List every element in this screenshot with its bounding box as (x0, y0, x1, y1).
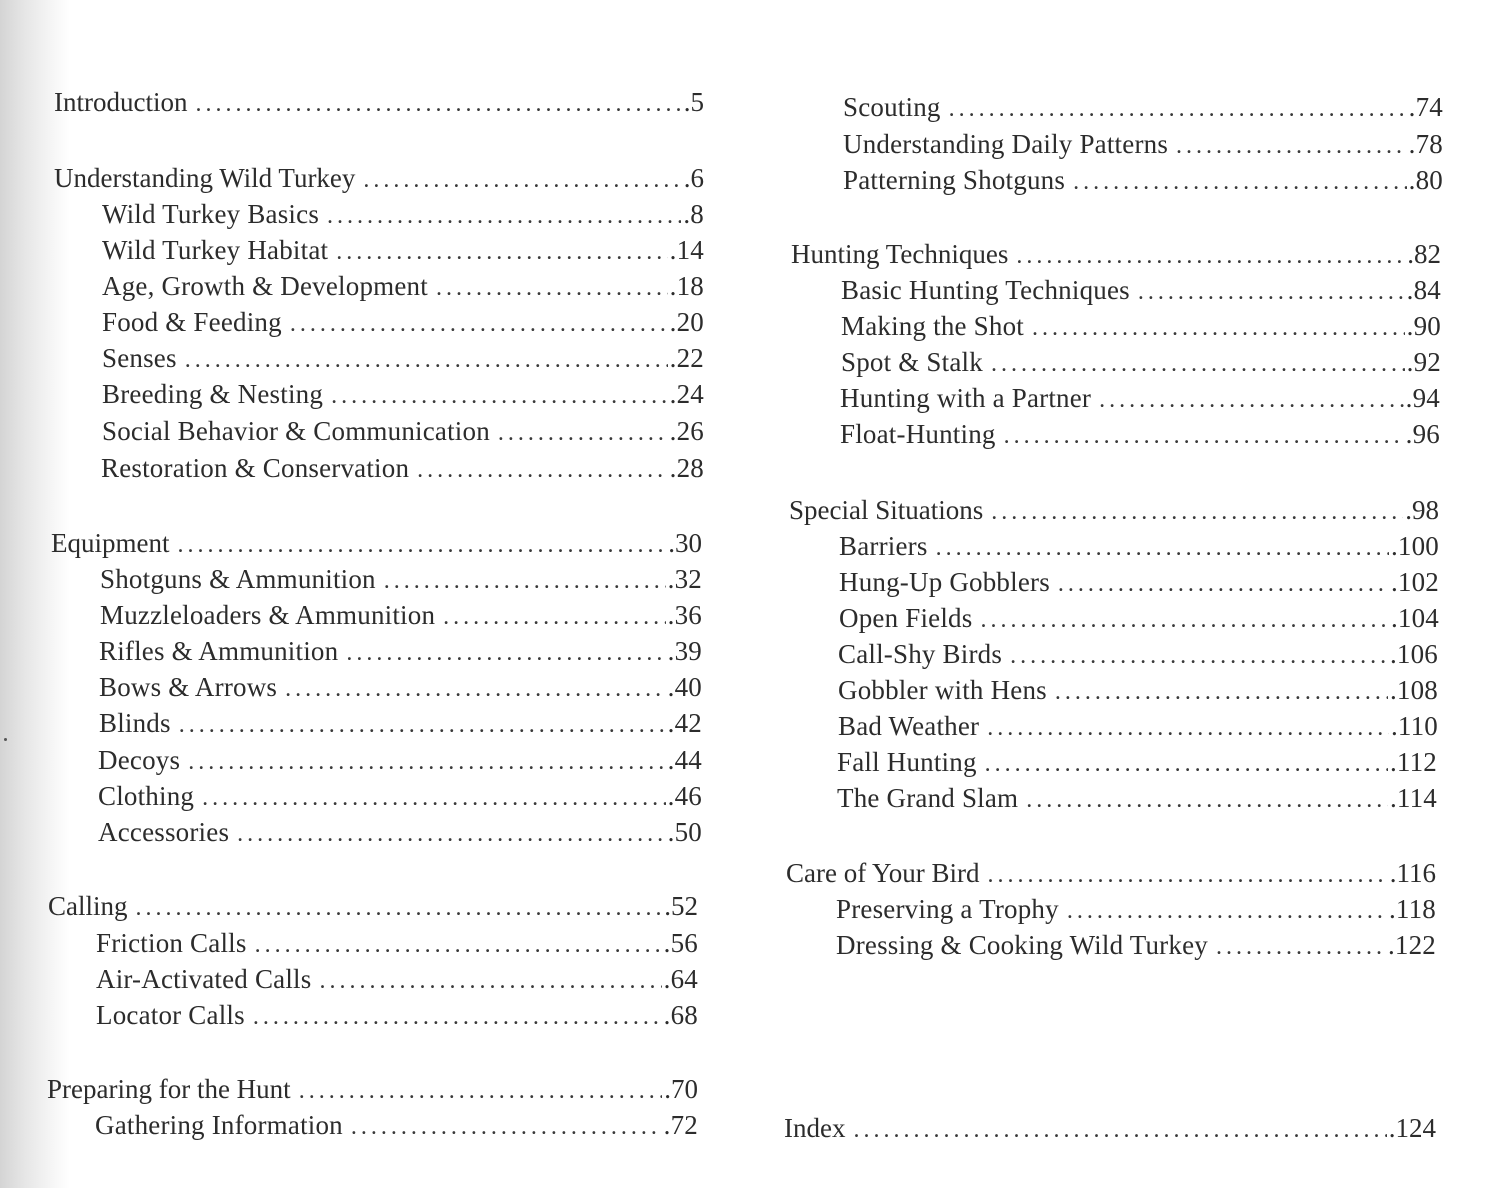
dot-leader (285, 671, 666, 705)
toc-entry-title: Equipment (51, 528, 170, 558)
toc-entry-decoys[interactable] (98, 742, 702, 778)
toc-entry-title: Locator Calls (96, 1000, 245, 1030)
dot-leader (1067, 893, 1387, 927)
toc-entry-title: Call-Shy Birds (838, 639, 1003, 669)
dot-leader (299, 1073, 663, 1107)
dot-leader (936, 530, 1389, 564)
toc-entry-page: .24 (669, 379, 704, 409)
dot-leader (346, 635, 665, 669)
dot-leader (1176, 128, 1407, 162)
toc-entry-the-grand-slam[interactable] (837, 780, 1437, 816)
toc-entry-title: Hunting Techniques (791, 239, 1009, 269)
toc-entry-title: Air-Activated Calls (96, 964, 312, 994)
toc-entry-index[interactable] (784, 1110, 1436, 1146)
dot-leader (319, 963, 661, 997)
toc-entry-page: .46 (667, 781, 702, 811)
toc-entry-title: Accessories (98, 817, 230, 847)
toc-entry-locator-calls[interactable] (96, 997, 698, 1033)
toc-entry-page: .39 (667, 636, 702, 666)
toc-entry-page: .20 (669, 307, 704, 337)
toc-entry-page: .56 (663, 928, 698, 958)
toc-entry-calling[interactable] (48, 888, 698, 924)
dot-leader (853, 1112, 1386, 1146)
toc-entry-preparing-for-the-hunt[interactable] (47, 1071, 698, 1107)
dot-leader (177, 527, 666, 561)
toc-entry-hunting-with-a-partner[interactable] (840, 380, 1440, 416)
toc-entry-title: Scouting (843, 92, 941, 122)
toc-entry-title: Wild Turkey Basics (102, 199, 320, 229)
toc-entry-page: .108 (1389, 675, 1438, 705)
toc-entry-spot-stalk[interactable] (841, 344, 1441, 380)
dot-leader (987, 710, 1389, 744)
toc-entry-title: Understanding Wild Turkey (54, 163, 356, 193)
toc-entry-friction-calls[interactable] (96, 925, 698, 961)
toc-entry-page: .36 (667, 600, 702, 630)
toc-entry-title: Hung-Up Gobblers (839, 567, 1050, 597)
dot-leader (1010, 638, 1388, 672)
toc-entry-restoration-conservation[interactable] (101, 450, 704, 486)
toc-entry-page: .70 (664, 1074, 698, 1104)
toc-entry-age-growth-development[interactable] (102, 268, 704, 304)
dot-leader (253, 999, 662, 1033)
toc-entry-open-fields[interactable] (839, 600, 1439, 636)
toc-entry-title: Social Behavior & Communication (102, 416, 490, 446)
toc-entry-title: Muzzleloaders & Ammunition (100, 600, 436, 630)
dot-leader (136, 890, 663, 924)
toc-entry-understanding-daily-patterns[interactable] (843, 126, 1443, 162)
toc-entry-title: Preparing for the Hunt (47, 1074, 291, 1104)
toc-entry-page: .5 (683, 87, 704, 117)
toc-entry-muzzleloaders-ammunition[interactable] (100, 597, 702, 633)
dot-leader (1055, 674, 1388, 708)
toc-entry-introduction[interactable] (54, 84, 704, 120)
toc-entry-making-the-shot[interactable] (841, 308, 1441, 344)
dot-leader (991, 494, 1403, 528)
toc-entry-page: .40 (667, 672, 702, 702)
toc-entry-wild-turkey-habitat[interactable] (102, 232, 704, 268)
dot-leader (1016, 238, 1405, 272)
dot-leader (185, 342, 668, 376)
toc-entry-page: .122 (1387, 930, 1436, 960)
toc-entry-gathering-information[interactable] (95, 1107, 698, 1143)
dot-leader (1073, 164, 1407, 198)
toc-entry-rifles-ammunition[interactable] (99, 633, 702, 669)
dot-leader (384, 563, 666, 597)
toc-entry-blinds[interactable] (99, 705, 702, 741)
toc-entry-page: .30 (668, 528, 702, 558)
toc-entry-page: .118 (1388, 894, 1436, 924)
toc-entry-page: .90 (1406, 311, 1441, 341)
toc-entry-title: Patterning Shotguns (843, 165, 1066, 195)
toc-entry-title: Calling (48, 891, 128, 921)
toc-entry-title: Open Fields (839, 603, 973, 633)
toc-entry-page: .26 (669, 416, 704, 446)
toc-entry-basic-hunting-techniques[interactable] (841, 272, 1441, 308)
dot-leader (1216, 929, 1386, 963)
toc-entry-breeding-nesting[interactable] (102, 376, 704, 412)
toc-entry-title: Barriers (839, 531, 928, 561)
toc-entry-page: .102 (1390, 567, 1439, 597)
dot-leader (351, 1109, 662, 1143)
toc-entry-title: Basic Hunting Techniques (841, 275, 1130, 305)
toc-entry-title: The Grand Slam (837, 783, 1019, 813)
toc-entry-page: .82 (1407, 239, 1441, 269)
dot-leader (363, 162, 681, 196)
toc-entry-page: .98 (1405, 495, 1439, 525)
toc-entry-page: .72 (663, 1110, 698, 1140)
toc-entry-title: Bad Weather (838, 711, 980, 741)
toc-entry-title: Care of Your Bird (786, 858, 980, 888)
toc-entry-title: Clothing (98, 781, 195, 811)
toc-entry-float-hunting[interactable] (840, 416, 1440, 452)
toc-entry-page: .106 (1389, 639, 1438, 669)
toc-entry-social-behavior[interactable] (102, 413, 704, 449)
toc-entry-title: Age, Growth & Development (102, 271, 428, 301)
dot-leader (1058, 566, 1389, 600)
toc-entry-hunting-techniques[interactable] (791, 236, 1441, 272)
dot-leader (980, 602, 1388, 636)
toc-entry-page: .110 (1390, 711, 1438, 741)
toc-entry-barriers[interactable] (839, 528, 1439, 564)
toc-entry-title: Preserving a Trophy (836, 894, 1059, 924)
toc-entry-title: Gobbler with Hens (838, 675, 1047, 705)
toc-entry-page: .50 (667, 817, 702, 847)
toc-entry-call-shy-birds[interactable] (838, 636, 1438, 672)
toc-entry-page: .104 (1390, 603, 1439, 633)
toc-entry-title: Special Situations (789, 495, 984, 525)
toc-entry-shotguns-ammunition[interactable] (100, 561, 702, 597)
toc-entry-title: Food & Feeding (102, 307, 282, 337)
toc-entry-page: .18 (669, 271, 704, 301)
toc-entry-air-activated-calls[interactable] (96, 961, 698, 997)
toc-entry-page: .68 (663, 1000, 698, 1030)
toc-entry-page: .112 (1389, 747, 1437, 777)
dot-leader (1026, 782, 1388, 816)
toc-entry-equipment[interactable] (51, 525, 702, 561)
toc-entry-dressing-cooking[interactable] (836, 927, 1436, 963)
dot-leader (1004, 418, 1404, 452)
dot-leader (255, 927, 662, 961)
toc-entry-page: .42 (667, 708, 702, 738)
toc-entry-care-of-your-bird[interactable] (786, 855, 1436, 891)
dot-leader (1032, 310, 1405, 344)
toc-entry-page: .116 (1389, 858, 1436, 888)
toc-entry-title: Wild Turkey Habitat (102, 235, 329, 265)
toc-entry-preserving-a-trophy[interactable] (836, 891, 1436, 927)
toc-entry-page: .52 (664, 891, 698, 921)
toc-entry-page: .74 (1408, 92, 1443, 122)
toc-entry-page: .100 (1390, 531, 1439, 561)
dot-leader (991, 346, 1405, 380)
toc-entry-title: Restoration & Conservation (101, 453, 410, 483)
toc-entry-hung-up-gobblers[interactable] (839, 564, 1439, 600)
dot-leader (331, 378, 668, 412)
toc-entry-title: Fall Hunting (837, 747, 977, 777)
dot-leader (202, 780, 666, 814)
dot-leader (988, 857, 1388, 891)
toc-entry-patterning-shotguns[interactable] (843, 162, 1443, 198)
toc-entry-title: Float-Hunting (840, 419, 996, 449)
toc-entry-title: Dressing & Cooking Wild Turkey (836, 930, 1208, 960)
toc-entry-page: .96 (1405, 419, 1440, 449)
dot-leader (188, 744, 665, 778)
toc-entry-gobbler-with-hens[interactable] (838, 672, 1438, 708)
dot-leader (498, 415, 668, 449)
toc-entry-page: .28 (669, 453, 704, 483)
toc-entry-understanding-wild-turkey[interactable] (54, 160, 704, 196)
toc-entry-page: .44 (667, 745, 702, 775)
toc-entry-title: Spot & Stalk (841, 347, 983, 377)
dot-leader (436, 270, 668, 304)
toc-entry-page: .80 (1408, 165, 1443, 195)
dot-leader (290, 306, 668, 340)
toc-entry-page: .32 (667, 564, 702, 594)
dot-leader (949, 91, 1407, 125)
toc-entry-accessories[interactable] (98, 814, 702, 850)
toc-entry-senses[interactable] (102, 340, 704, 376)
toc-entry-title: Shotguns & Ammunition (100, 564, 376, 594)
toc-entry-page: .94 (1405, 383, 1440, 413)
toc-entry-title: Understanding Daily Patterns (843, 129, 1169, 159)
toc-entry-title: Hunting with a Partner (840, 383, 1092, 413)
toc-entry-title: Senses (102, 343, 177, 373)
toc-entry-page: .78 (1408, 129, 1443, 159)
dot-leader (443, 599, 665, 633)
toc-entry-page: .124 (1388, 1113, 1436, 1143)
toc-entry-title: Breeding & Nesting (102, 379, 324, 409)
dot-leader (985, 746, 1388, 780)
toc-entry-title: Index (784, 1113, 846, 1143)
toc-entry-special-situations[interactable] (789, 492, 1439, 528)
toc-entry-page: .8 (683, 199, 704, 229)
toc-entry-title: Blinds (99, 708, 171, 738)
toc-entry-page: .114 (1389, 783, 1437, 813)
toc-entry-title: Gathering Information (95, 1110, 343, 1140)
dot-leader (1138, 274, 1405, 308)
toc-entry-page: .84 (1406, 275, 1441, 305)
dot-leader (195, 86, 681, 120)
dot-leader (1099, 382, 1404, 416)
toc-entry-page: .64 (663, 964, 698, 994)
dot-leader (417, 452, 667, 486)
toc-entry-bows-arrows[interactable] (99, 669, 702, 705)
toc-entry-title: Introduction (54, 87, 188, 117)
toc-entry-page: .14 (669, 235, 704, 265)
toc-entry-clothing[interactable] (98, 778, 702, 814)
toc-entry-scouting[interactable] (843, 89, 1443, 125)
toc-entry-bad-weather[interactable] (838, 708, 1438, 744)
toc-entry-title: Friction Calls (96, 928, 247, 958)
toc-entry-page: .22 (669, 343, 704, 373)
toc-entry-title: Decoys (98, 745, 181, 775)
toc-entry-food-feeding[interactable] (102, 304, 704, 340)
dot-leader (237, 816, 665, 850)
toc-entry-title: Rifles & Ammunition (99, 636, 339, 666)
toc-column-right (760, 0, 1507, 1188)
toc-entry-title: Bows & Arrows (99, 672, 278, 702)
dot-leader (179, 707, 666, 741)
toc-entry-fall-hunting[interactable] (837, 744, 1437, 780)
toc-entry-wild-turkey-basics[interactable] (102, 196, 704, 232)
toc-entry-page: .92 (1406, 347, 1441, 377)
dot-leader (327, 198, 681, 232)
toc-entry-title: Making the Shot (841, 311, 1024, 341)
toc-entry-page: .6 (683, 163, 704, 193)
dot-leader (336, 234, 667, 268)
